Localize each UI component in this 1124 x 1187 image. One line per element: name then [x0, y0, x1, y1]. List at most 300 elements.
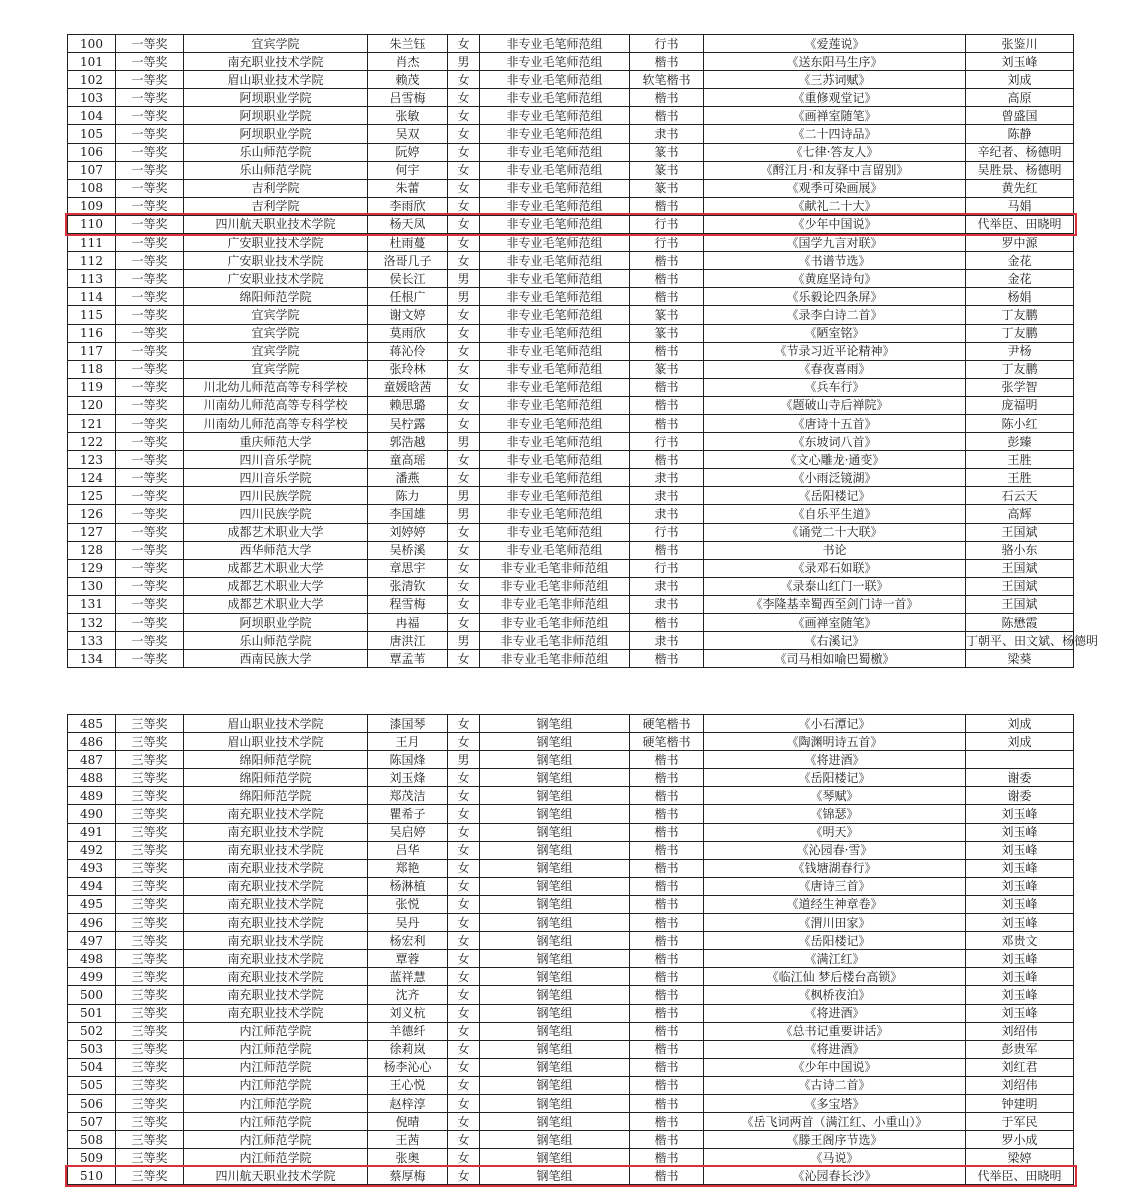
cell-group: 非专业毛笔师范组 — [480, 234, 630, 252]
cell-title: 《岳阳楼记》 — [704, 487, 966, 505]
cell-teacher: 曾盛国 — [966, 107, 1074, 125]
cell-school: 绵阳师范学院 — [184, 787, 368, 805]
cell-title: 《马说》 — [704, 1149, 966, 1167]
cell-gender: 女 — [448, 1022, 480, 1040]
cell-teacher: 刘玉峰 — [966, 1004, 1074, 1022]
cell-title: 《临江仙 梦后楼台高锁》 — [704, 968, 966, 986]
cell-teacher: 丁友鹏 — [966, 360, 1074, 378]
cell-teacher: 王国斌 — [966, 559, 1074, 577]
table-row — [68, 1004, 1074, 1022]
cell-name: 覃孟苇 — [368, 650, 448, 668]
cell-number: 485 — [68, 715, 116, 733]
cell-name: 覃蓉 — [368, 950, 448, 968]
cell-gender: 女 — [448, 733, 480, 751]
cell-gender: 女 — [448, 125, 480, 143]
cell-number: 130 — [68, 577, 116, 595]
cell-teacher: 张学智 — [966, 378, 1074, 396]
cell-award: 一等奖 — [116, 595, 184, 613]
cell-teacher: 丁友鹏 — [966, 306, 1074, 324]
table-row — [68, 733, 1074, 751]
cell-name: 侯长江 — [368, 270, 448, 288]
cell-award: 三等奖 — [116, 950, 184, 968]
cell-number: 131 — [68, 595, 116, 613]
cell-name: 冉福 — [368, 614, 448, 632]
cell-teacher: 刘成 — [966, 71, 1074, 89]
cell-teacher: 刘成 — [966, 733, 1074, 751]
cell-teacher: 杨娟 — [966, 288, 1074, 306]
cell-title: 《二十四诗品》 — [704, 125, 966, 143]
cell-name: 赵梓淳 — [368, 1094, 448, 1112]
cell-group: 钢笔组 — [480, 914, 630, 932]
cell-award: 三等奖 — [116, 823, 184, 841]
table-row — [68, 823, 1074, 841]
cell-teacher: 刘玉峰 — [966, 968, 1074, 986]
table-row — [68, 469, 1074, 487]
cell-group: 非专业毛笔师范组 — [480, 469, 630, 487]
cell-gender: 男 — [448, 751, 480, 769]
cell-script: 楷书 — [630, 914, 704, 932]
cell-gender: 女 — [448, 1058, 480, 1076]
cell-award: 三等奖 — [116, 1058, 184, 1076]
cell-title: 《沁园春·雪》 — [704, 841, 966, 859]
cell-title: 《滕王阁序节选》 — [704, 1131, 966, 1149]
cell-group: 钢笔组 — [480, 1131, 630, 1149]
cell-award: 三等奖 — [116, 841, 184, 859]
cell-school: 四川音乐学院 — [184, 451, 368, 469]
cell-title: 《春夜喜雨》 — [704, 360, 966, 378]
table-row — [68, 523, 1074, 541]
cell-gender: 女 — [448, 914, 480, 932]
cell-group: 非专业毛笔师范组 — [480, 179, 630, 197]
cell-title: 《重修观堂记》 — [704, 89, 966, 107]
cell-gender: 女 — [448, 787, 480, 805]
cell-award: 一等奖 — [116, 487, 184, 505]
cell-title: 《兵车行》 — [704, 378, 966, 396]
cell-number: 499 — [68, 968, 116, 986]
cell-name: 赖茂 — [368, 71, 448, 89]
cell-school: 南充职业技术学院 — [184, 805, 368, 823]
cell-school: 宜宾学院 — [184, 342, 368, 360]
table-row — [68, 1094, 1074, 1112]
cell-teacher: 彭贵军 — [966, 1040, 1074, 1058]
cell-school: 绵阳师范学院 — [184, 751, 368, 769]
cell-award: 三等奖 — [116, 1113, 184, 1131]
cell-title: 《锦瑟》 — [704, 805, 966, 823]
cell-number: 123 — [68, 451, 116, 469]
table-row — [68, 378, 1074, 396]
cell-award: 三等奖 — [116, 1022, 184, 1040]
cell-group: 钢笔组 — [480, 733, 630, 751]
cell-number: 128 — [68, 541, 116, 559]
cell-school: 成都艺术职业大学 — [184, 577, 368, 595]
cell-gender: 女 — [448, 451, 480, 469]
cell-award: 三等奖 — [116, 1004, 184, 1022]
cell-group: 钢笔组 — [480, 1094, 630, 1112]
cell-gender: 女 — [448, 215, 480, 233]
cell-title: 《自乐平生道》 — [704, 505, 966, 523]
cell-name: 朱兰钰 — [368, 35, 448, 53]
cell-name: 蓝祥慧 — [368, 968, 448, 986]
table-row — [68, 89, 1074, 107]
table-row — [68, 1131, 1074, 1149]
cell-name: 张清钦 — [368, 577, 448, 595]
cell-name: 谢文婷 — [368, 306, 448, 324]
cell-script: 楷书 — [630, 451, 704, 469]
cell-script: 行书 — [630, 433, 704, 451]
cell-name: 章思宇 — [368, 559, 448, 577]
cell-award: 三等奖 — [116, 1131, 184, 1149]
cell-teacher: 代举臣、田晓明 — [966, 215, 1074, 233]
cell-script: 楷书 — [630, 841, 704, 859]
cell-script: 楷书 — [630, 614, 704, 632]
cell-gender: 女 — [448, 89, 480, 107]
cell-number: 504 — [68, 1058, 116, 1076]
table-row — [68, 1022, 1074, 1040]
cell-gender: 女 — [448, 986, 480, 1004]
cell-number: 491 — [68, 823, 116, 841]
table-row — [68, 252, 1074, 270]
cell-title: 《题破山寺后禅院》 — [704, 396, 966, 414]
table-row — [68, 1149, 1074, 1167]
cell-teacher: 代举臣、田晓明 — [966, 1167, 1074, 1185]
cell-title: 《钱塘湖春行》 — [704, 859, 966, 877]
cell-title: 《满江红》 — [704, 950, 966, 968]
cell-teacher: 梁葵 — [966, 650, 1074, 668]
cell-school: 南充职业技术学院 — [184, 841, 368, 859]
table-row — [68, 787, 1074, 805]
cell-name: 沈齐 — [368, 986, 448, 1004]
cell-title: 《陋室铭》 — [704, 324, 966, 342]
cell-script: 硬笔楷书 — [630, 733, 704, 751]
table-row — [68, 841, 1074, 859]
cell-script: 楷书 — [630, 541, 704, 559]
cell-name: 张敏 — [368, 107, 448, 125]
table-row — [68, 234, 1074, 252]
cell-name: 瞿希子 — [368, 805, 448, 823]
cell-number: 486 — [68, 733, 116, 751]
cell-name: 杨宏利 — [368, 932, 448, 950]
cell-teacher: 吴胜景、杨德明 — [966, 161, 1074, 179]
cell-award: 三等奖 — [116, 895, 184, 913]
cell-gender: 女 — [448, 143, 480, 161]
cell-award: 一等奖 — [116, 234, 184, 252]
cell-group: 钢笔组 — [480, 1149, 630, 1167]
cell-group: 非专业毛笔师范组 — [480, 505, 630, 523]
cell-number: 117 — [68, 342, 116, 360]
cell-number: 101 — [68, 53, 116, 71]
cell-name: 程雪梅 — [368, 595, 448, 613]
cell-award: 一等奖 — [116, 215, 184, 233]
cell-title: 《枫桥夜泊》 — [704, 986, 966, 1004]
cell-gender: 女 — [448, 541, 480, 559]
cell-teacher: 刘玉峰 — [966, 805, 1074, 823]
cell-script: 楷书 — [630, 823, 704, 841]
cell-number: 508 — [68, 1131, 116, 1149]
cell-award: 一等奖 — [116, 107, 184, 125]
cell-script: 楷书 — [630, 968, 704, 986]
cell-group: 钢笔组 — [480, 823, 630, 841]
cell-name: 刘玉烽 — [368, 769, 448, 787]
cell-script: 楷书 — [630, 1058, 704, 1076]
cell-group: 钢笔组 — [480, 932, 630, 950]
cell-teacher: 邓贵文 — [966, 932, 1074, 950]
cell-name: 朱蕾 — [368, 179, 448, 197]
cell-name: 羊德纤 — [368, 1022, 448, 1040]
cell-group: 非专业毛笔师范组 — [480, 324, 630, 342]
table-row — [68, 1113, 1074, 1131]
cell-teacher: 刘玉峰 — [966, 986, 1074, 1004]
cell-script: 楷书 — [630, 197, 704, 215]
cell-school: 内江师范学院 — [184, 1040, 368, 1058]
cell-number: 112 — [68, 252, 116, 270]
cell-number: 503 — [68, 1040, 116, 1058]
table-row — [68, 306, 1074, 324]
cell-award: 一等奖 — [116, 523, 184, 541]
cell-script: 隶书 — [630, 505, 704, 523]
cell-group: 非专业毛笔非师范组 — [480, 577, 630, 595]
cell-teacher: 高原 — [966, 89, 1074, 107]
table-row — [68, 1058, 1074, 1076]
table-row — [68, 179, 1074, 197]
cell-gender: 女 — [448, 1094, 480, 1112]
cell-group: 非专业毛笔师范组 — [480, 89, 630, 107]
cell-name: 郑茂洁 — [368, 787, 448, 805]
cell-title: 《古诗二首》 — [704, 1076, 966, 1094]
cell-gender: 女 — [448, 715, 480, 733]
table-row — [68, 143, 1074, 161]
table-row — [68, 769, 1074, 787]
cell-name: 杨淋植 — [368, 877, 448, 895]
cell-name: 吴启婷 — [368, 823, 448, 841]
cell-name: 吕雪梅 — [368, 89, 448, 107]
cell-group: 钢笔组 — [480, 950, 630, 968]
cell-name: 郭浩越 — [368, 433, 448, 451]
cell-award: 一等奖 — [116, 396, 184, 414]
cell-number: 122 — [68, 433, 116, 451]
cell-title: 《岳阳楼记》 — [704, 932, 966, 950]
cell-teacher: 王国斌 — [966, 577, 1074, 595]
cell-gender: 女 — [448, 523, 480, 541]
cell-name: 李国雄 — [368, 505, 448, 523]
cell-teacher: 陈静 — [966, 125, 1074, 143]
cell-group: 非专业毛笔非师范组 — [480, 614, 630, 632]
cell-gender: 男 — [448, 53, 480, 71]
table-row — [68, 433, 1074, 451]
cell-award: 一等奖 — [116, 469, 184, 487]
cell-school: 眉山职业技术学院 — [184, 733, 368, 751]
cell-name: 何宇 — [368, 161, 448, 179]
cell-award: 一等奖 — [116, 89, 184, 107]
cell-gender: 女 — [448, 1149, 480, 1167]
cell-name: 张玲林 — [368, 360, 448, 378]
cell-title: 《小石潭记》 — [704, 715, 966, 733]
cell-teacher: 钟建明 — [966, 1094, 1074, 1112]
cell-teacher: 黄先红 — [966, 179, 1074, 197]
cell-group: 非专业毛笔师范组 — [480, 125, 630, 143]
cell-award: 三等奖 — [116, 1040, 184, 1058]
cell-name: 任根广 — [368, 288, 448, 306]
table-row — [68, 541, 1074, 559]
cell-name: 吴柠露 — [368, 414, 448, 432]
table-row — [68, 487, 1074, 505]
cell-school: 阿坝职业学院 — [184, 107, 368, 125]
cell-name: 洛哥几子 — [368, 252, 448, 270]
cell-award: 一等奖 — [116, 71, 184, 89]
cell-group: 钢笔组 — [480, 805, 630, 823]
cell-script: 篆书 — [630, 179, 704, 197]
cell-school: 四川航天职业技术学院 — [184, 1167, 368, 1185]
cell-script: 楷书 — [630, 288, 704, 306]
cell-title: 书论 — [704, 541, 966, 559]
cell-award: 三等奖 — [116, 787, 184, 805]
table-row — [68, 895, 1074, 913]
cell-number: 106 — [68, 143, 116, 161]
cell-award: 一等奖 — [116, 505, 184, 523]
cell-gender: 女 — [448, 769, 480, 787]
cell-group: 非专业毛笔师范组 — [480, 487, 630, 505]
cell-script: 楷书 — [630, 895, 704, 913]
cell-gender: 女 — [448, 577, 480, 595]
cell-script: 楷书 — [630, 396, 704, 414]
cell-number: 103 — [68, 89, 116, 107]
cell-title: 《将进酒》 — [704, 1004, 966, 1022]
cell-number: 127 — [68, 523, 116, 541]
cell-teacher: 尹杨 — [966, 342, 1074, 360]
cell-script: 楷书 — [630, 270, 704, 288]
cell-title: 《司马相如喻巴蜀檄》 — [704, 650, 966, 668]
table-row — [68, 1167, 1074, 1185]
cell-number: 120 — [68, 396, 116, 414]
cell-gender: 女 — [448, 841, 480, 859]
cell-group: 非专业毛笔师范组 — [480, 252, 630, 270]
cell-group: 非专业毛笔师范组 — [480, 414, 630, 432]
cell-gender: 女 — [448, 252, 480, 270]
cell-gender: 女 — [448, 1113, 480, 1131]
cell-title: 《东坡词八首》 — [704, 433, 966, 451]
cell-school: 南充职业技术学院 — [184, 914, 368, 932]
cell-number: 104 — [68, 107, 116, 125]
cell-school: 四川民族学院 — [184, 505, 368, 523]
cell-number: 488 — [68, 769, 116, 787]
cell-gender: 女 — [448, 1131, 480, 1149]
table-row — [68, 986, 1074, 1004]
cell-teacher: 丁友鹏 — [966, 324, 1074, 342]
cell-school: 南充职业技术学院 — [184, 823, 368, 841]
cell-title: 《录邓石如联》 — [704, 559, 966, 577]
cell-teacher: 刘绍伟 — [966, 1022, 1074, 1040]
cell-title: 《画禅室随笔》 — [704, 107, 966, 125]
cell-number: 492 — [68, 841, 116, 859]
cell-number: 500 — [68, 986, 116, 1004]
cell-school: 南充职业技术学院 — [184, 895, 368, 913]
cell-gender: 女 — [448, 595, 480, 613]
cell-group: 钢笔组 — [480, 1076, 630, 1094]
cell-award: 一等奖 — [116, 161, 184, 179]
cell-gender: 女 — [448, 950, 480, 968]
cell-name: 吕华 — [368, 841, 448, 859]
cell-group: 非专业毛笔师范组 — [480, 71, 630, 89]
cell-award: 一等奖 — [116, 451, 184, 469]
cell-script: 硬笔楷书 — [630, 715, 704, 733]
cell-group: 非专业毛笔非师范组 — [480, 595, 630, 613]
cell-award: 一等奖 — [116, 324, 184, 342]
cell-award: 一等奖 — [116, 414, 184, 432]
cell-name: 杜雨蔓 — [368, 234, 448, 252]
cell-school: 南充职业技术学院 — [184, 932, 368, 950]
cell-group: 非专业毛笔师范组 — [480, 433, 630, 451]
cell-script: 楷书 — [630, 107, 704, 125]
cell-number: 129 — [68, 559, 116, 577]
cell-title: 《诵党二十大联》 — [704, 523, 966, 541]
cell-award: 三等奖 — [116, 715, 184, 733]
cell-gender: 男 — [448, 487, 480, 505]
cell-teacher: 刘玉峰 — [966, 859, 1074, 877]
cell-number: 510 — [68, 1167, 116, 1185]
cell-gender: 女 — [448, 179, 480, 197]
cell-group: 非专业毛笔师范组 — [480, 541, 630, 559]
cell-title: 《将进酒》 — [704, 751, 966, 769]
cell-school: 乐山师范学院 — [184, 143, 368, 161]
cell-gender: 女 — [448, 823, 480, 841]
cell-teacher: 骆小东 — [966, 541, 1074, 559]
cell-teacher: 张鉴川 — [966, 35, 1074, 53]
cell-script: 篆书 — [630, 324, 704, 342]
cell-number: 502 — [68, 1022, 116, 1040]
cell-title: 《酹江月·和友驿中言留别》 — [704, 161, 966, 179]
cell-school: 内江师范学院 — [184, 1094, 368, 1112]
cell-award: 一等奖 — [116, 35, 184, 53]
cell-group: 非专业毛笔师范组 — [480, 270, 630, 288]
cell-number: 501 — [68, 1004, 116, 1022]
table-row — [68, 197, 1074, 215]
cell-teacher: 罗中源 — [966, 234, 1074, 252]
cell-award: 三等奖 — [116, 733, 184, 751]
table-row — [68, 650, 1074, 668]
cell-title: 《多宝塔》 — [704, 1094, 966, 1112]
cell-school: 四川航天职业技术学院 — [184, 215, 368, 233]
cell-title: 《小雨泛镜湖》 — [704, 469, 966, 487]
cell-name: 杨天凤 — [368, 215, 448, 233]
cell-name: 李雨欣 — [368, 197, 448, 215]
cell-school: 吉利学院 — [184, 197, 368, 215]
cell-group: 非专业毛笔师范组 — [480, 360, 630, 378]
cell-title: 《少年中国说》 — [704, 215, 966, 233]
table-row — [68, 577, 1074, 595]
cell-group: 钢笔组 — [480, 968, 630, 986]
cell-group: 非专业毛笔非师范组 — [480, 559, 630, 577]
cell-title: 《乐毅论四条屏》 — [704, 288, 966, 306]
cell-group: 钢笔组 — [480, 715, 630, 733]
cell-title: 《录泰山红门一联》 — [704, 577, 966, 595]
cell-school: 宜宾学院 — [184, 324, 368, 342]
cell-award: 一等奖 — [116, 288, 184, 306]
cell-gender: 女 — [448, 306, 480, 324]
cell-school: 宜宾学院 — [184, 306, 368, 324]
cell-name: 肖杰 — [368, 53, 448, 71]
cell-award: 一等奖 — [116, 342, 184, 360]
first-prize-table-body — [68, 35, 1099, 668]
cell-school: 吉利学院 — [184, 179, 368, 197]
cell-group: 钢笔组 — [480, 1040, 630, 1058]
cell-group: 钢笔组 — [480, 1113, 630, 1131]
table-row — [68, 396, 1074, 414]
cell-school: 绵阳师范学院 — [184, 288, 368, 306]
cell-number: 495 — [68, 895, 116, 913]
cell-name: 唐洪江 — [368, 632, 448, 650]
cell-teacher: 陈小红 — [966, 414, 1074, 432]
cell-school: 广安职业技术学院 — [184, 270, 368, 288]
table-row — [68, 288, 1074, 306]
